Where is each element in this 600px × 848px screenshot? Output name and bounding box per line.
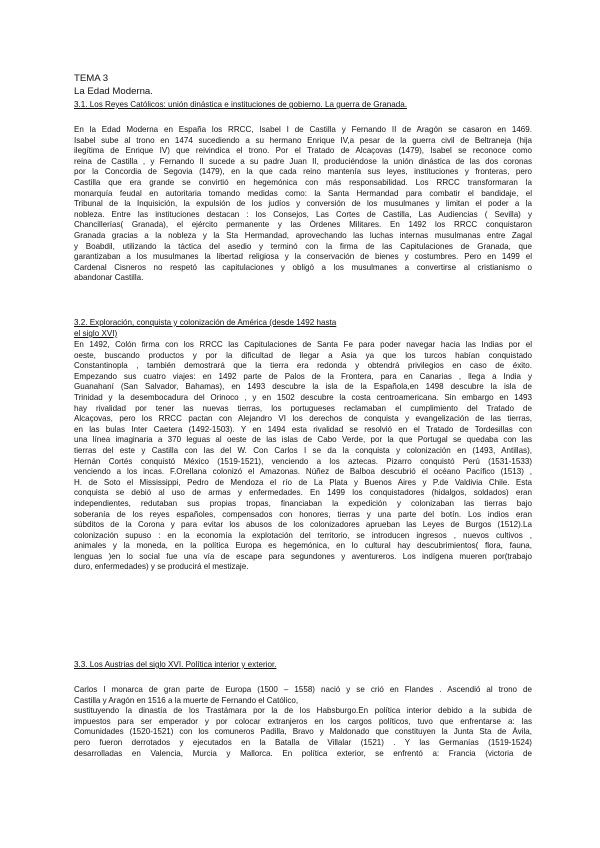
section-2-line: Hernán Cortés conquistó México (1519-1521), venciendo a los aztecas. Pizarro conquistó Perú (1531-1533) (74, 456, 532, 466)
section-3-body (74, 685, 532, 759)
section-2-line: independientes, redutaban sus propias tropas, financiaban la expedición y colonizaban las tierras bajo (74, 498, 532, 508)
section-2-line: Guanahaní (San Salvador, Bahamas), en 1493 descubre la isla de la Española,en 1498 descubre la isla de (74, 382, 532, 392)
section-1-line: nobleza. Entre las instituciones destacan : los Consejos, Las Cortes de Castilla, Las Audiencias ( Sevilla) y (74, 209, 532, 219)
section-1-line: En la Edad Moderna en España los RRCC, Isabel I de Castilla y Fernando II de Aragón se casaron en 1469. (74, 125, 532, 134)
section-2-line: tierras del este y Castilla con las del W. Con Carlos I se da la conquista y colonización en (1493, Antillas), (74, 445, 532, 455)
section-3-line: pero fueron derrotados y ejecutados en la Batalla de Villalar (1521) . Y las Germanías (1519-1524) (74, 737, 532, 747)
section-2-line: súbditos de la Corona y para evitar los abusos de los colonizadores aprueban las Leyes de Burgos (1512).La (74, 520, 532, 530)
section-3-line: desarrolladas en Valencia, Murcia y Mallorca. En política exterior, se enfrentó a: Francia (victoria de (74, 748, 532, 758)
section-1-line: Isabel sube al trono en 1474 sucediendo a su hermano Enrique IV,a pesar de la guerra civil de Beltraneja (hija (74, 135, 532, 145)
section-2-line: una línea imaginaria a 370 leguas al oeste de las islas de Cabo Verde, por la que Portugal se quedaba con las (74, 435, 532, 445)
section-1-line: Chancillerías( Granada), el ejército permanente y las Órdenes Militares. En 1492 los RRCC conquistaron (74, 220, 532, 230)
section-2-title-cont: el siglo XVI) (74, 329, 118, 338)
section-2-line: Constantinopla , también demostrará que la tierra era redonda y obtendrá privilegios en caso de éxito. (74, 361, 532, 371)
section-2-line: en las bulas Inter Caetera (1492-1503). Y en 1494 esta rivalidad se resolvió en el Tratado de Tordesillas con (74, 424, 532, 434)
section-3-line: sustituyendo la dinastía de los Trastámara por la de los Habsburgo.En política interior debido a la subida de (74, 706, 532, 716)
section-2-line: colonización supuso : en la economía la explotación del territorio, se introducen ingresos , nuevos cultivos , (74, 530, 532, 540)
section-3-line: Castilla y Aragón en 1516 a la muerte de Fernando el Católico, (74, 695, 299, 705)
section-1-line: garantizaban a los musulmanes la libertad religiosa y la conservación de bienes y costumbres. Pero en 1499 el (74, 252, 532, 262)
section-2-line: duro, enfermedades) y se producirá el mestizaje. (74, 562, 249, 572)
section-1-line: y Boabdil, utilizando la táctica del asedio y terminó con la firma de las Capitulaciones de Granada, que (74, 241, 532, 251)
section-1-line: ilegítima de Enrique IV) que reivindica el trono. Por el Tratado de Alcaçovas (1479), Isabel se reconoce como (74, 146, 532, 156)
section-1-line: reina de Castilla , y Fernando II sucede a su padre Juan II, produciéndose la unión dinástica de las dos coronas (74, 156, 532, 166)
section-2-title: 3.2. Exploración, conquista y colonización de América (desde 1492 hasta (74, 318, 337, 327)
section-2-line: En 1492, Colón firma con los RRCC las Capitulaciones de Santa Fe para poder navegar hacia las Indias por el (74, 340, 532, 349)
section-3-line: impuestos para ser emperador y por colocar extranjeros en los cargos políticos, tuvo que enfrentarse a: las (74, 716, 532, 726)
section-1-line: Granada gracias a la nobleza y la Sta Hermandad, aprovechando las luchas internas musulmanas entre Zagal (74, 230, 532, 240)
section-2-body (74, 340, 532, 573)
section-2-line: oeste, buscando productos y por la dificultad de llegar a Asia ya que los turcos habían conquistado (74, 350, 532, 360)
section-2-line: Alcaçovas, pero los RRCC pactan con Alejandro VI los derechos de conquista y evangelización de las tierras, (74, 414, 532, 424)
section-2-line: conquista se debió al uso de armas y enfermedades. En 1499 los conquistadores (hidalgos, soldados) eran (74, 488, 532, 498)
section-1-line: Tribunal de la Inquisición, la expulsión de los judíos y conversión de los musulmanes y limitan el poder a la (74, 199, 532, 209)
topic-subtitle: La Edad Moderna. (74, 86, 153, 97)
section-3-title: 3.3. Los Austrias del siglo XVI. Política interior y exterior. (74, 660, 277, 669)
section-2-line: Empezando sus cuatro viajes: en 1492 parte de Palos de la Frontera, para en Canarias , llega a India y (74, 371, 532, 381)
topic-heading: TEMA 3 (74, 73, 109, 84)
section-1-line: por la Concordia de Segovia (1479), en la que cada reino mantenía sus leyes, instituciones y fronteras, pero (74, 167, 532, 177)
section-2-line: animales y la moneda, en la política Europa es hegemónica, en lo cultural hay descubrimientos( flora, fauna, (74, 541, 532, 551)
section-1-line: abandonar Castilla. (74, 273, 144, 283)
section-1-body (74, 125, 532, 284)
section-1-title: 3.1. Los Reyes Católicos: unión dinástica e instituciones de gobierno. La guerra de Granada. (74, 100, 407, 109)
section-2-line: Trinidad y la desembocadura del Orinoco , y en 1502 descubre la costa centroamericana. Sin embargo en 1493 (74, 392, 532, 402)
section-2-line: H. de Soto el Mississippi, Pedro de Mendoza el río de La Plata y Buenos Aires y P.de Valdivia Chile. Esta (74, 477, 532, 487)
section-1-line: Castilla que era grande se convirtió en hegemónica con más responsabilidad. Los RRCC transformaran la (74, 177, 532, 187)
section-2-line: hay rivalidad por tener las nuevas tierras, los portugueses reclamaban el cumplimiento del Tratado de (74, 403, 532, 413)
section-3-line: Comunidades (1520-1521) con los comuneros Padilla, Bravo y Maldonado que constituyen la Junta Sta de Ávila, (74, 727, 532, 737)
section-2-line: lenguas )en lo social fue una vía de escape para segundones y aventureros. Los indígena mueren por(trabajo (74, 551, 532, 561)
section-2-line: soberanía de los reyes españoles, compensados con honores, tierras y una parte del botín. Los indios eran (74, 509, 532, 519)
section-3-line: Carlos I monarca de gran parte de Europa (1500 – 1558) nació y se crió en Flandes . Ascendió al trono de (74, 685, 532, 694)
section-2-line: venciendo a los incas. F.Orellana colonizó el Amazonas. Núñez de Balboa descubrió el océano Pacífico (1513) , (74, 467, 532, 477)
section-1-line: monarquía feudal en autoritaria tomando medidas como: la Santa Hermandad para combatir el bandidaje, el (74, 188, 532, 198)
section-1-line: Cardenal Cisneros no respetó las capitulaciones y obligó a los musulmanes a convertirse al cristianismo o (74, 262, 532, 272)
